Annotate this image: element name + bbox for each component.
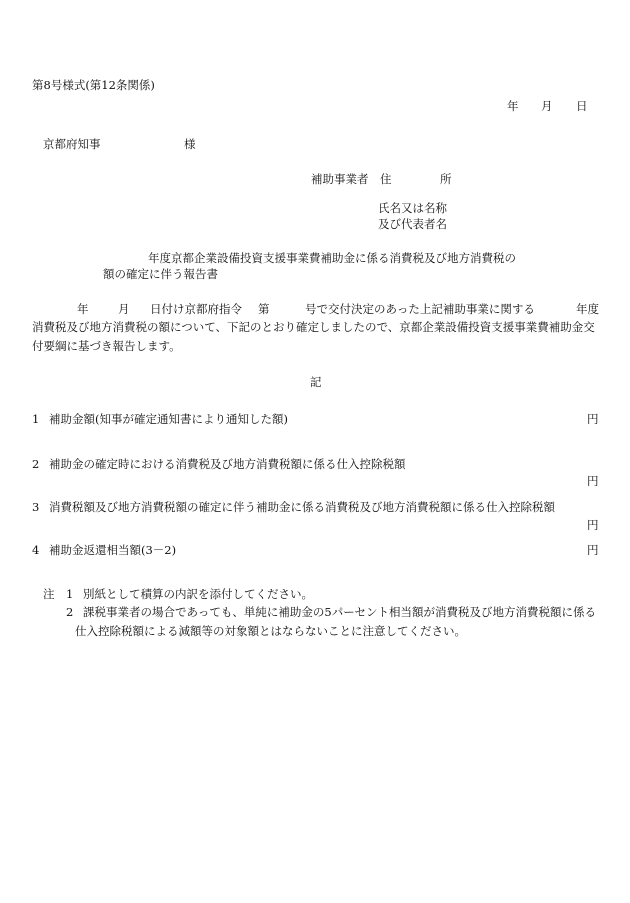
form-number: 第8号様式(第12条関係) (32, 78, 155, 92)
date-year-label: 年 (507, 99, 519, 113)
date-day-label: 日 (576, 99, 588, 113)
address-label-2: 所 (440, 172, 452, 186)
item-2-label: 補助金の確定時における消費税及び地方消費税額に係る仕入控除税額 (49, 457, 406, 471)
document-title-line-2: 額の確定に伴う報告書 (103, 267, 218, 281)
note-2-number: 2 (66, 605, 74, 619)
name-label: 氏名又は名称 (378, 201, 447, 215)
note-2-text-line-2: 仕入控除税額による減額等の対象額とはならないことに注意してください。 (75, 624, 466, 638)
body-month: 月 (118, 302, 130, 316)
item-1-label: 補助金額(知事が確定通知書により通知した額) (49, 412, 288, 426)
item-3-number: 3 (32, 500, 40, 514)
item-4-number: 4 (32, 543, 40, 557)
item-3-unit: 円 (587, 518, 599, 532)
note-2-text-line-1: 課税事業者の場合であっても、単純に補助金の5パーセント相当額が消費税及び地方消費税額に係る (83, 605, 596, 619)
address-label-1: 住 (380, 172, 392, 186)
item-2-unit: 円 (587, 474, 599, 488)
body-nendo: 年度 (576, 302, 599, 316)
body-dai: 第 (258, 302, 270, 316)
document-title-line-1: 年度京都企業設備投資支援事業費補助金に係る消費税及び地方消費税の (148, 251, 516, 265)
representative-label: 及び代表者名 (378, 217, 447, 231)
item-3-label: 消費税額及び地方消費税額の確定に伴う補助金に係る消費税及び地方消費税額に係る仕入控除税額 (49, 500, 555, 514)
item-1-unit: 円 (587, 412, 599, 426)
item-4-unit: 円 (587, 543, 599, 557)
honorific: 様 (184, 137, 196, 151)
date-month-label: 月 (541, 99, 553, 113)
body-date-text: 日付け京都府指令 (150, 302, 242, 316)
body-go-text: 号で交付決定のあった上記補助事業に関する (305, 302, 535, 316)
note-1-text: 別紙として積算の内訳を添付してください。 (83, 587, 313, 601)
item-1-number: 1 (32, 412, 40, 426)
notes-prefix: 注 (43, 587, 55, 601)
applicant-label: 補助事業者 (311, 172, 369, 186)
ki-marker: 記 (310, 375, 322, 389)
item-4-label: 補助金返還相当額(3－2) (49, 543, 177, 557)
body-line-3: 付要綱に基づき報告します。 (32, 339, 181, 353)
addressee: 京都府知事 (43, 137, 101, 151)
item-2-number: 2 (32, 457, 40, 471)
body-year: 年 (77, 302, 89, 316)
body-line-2: 消費税及び地方消費税の額について、下記のとおり確定しましたので、京都企業設備投資支援事業費補助金交 (32, 320, 595, 334)
note-1-number: 1 (66, 587, 74, 601)
